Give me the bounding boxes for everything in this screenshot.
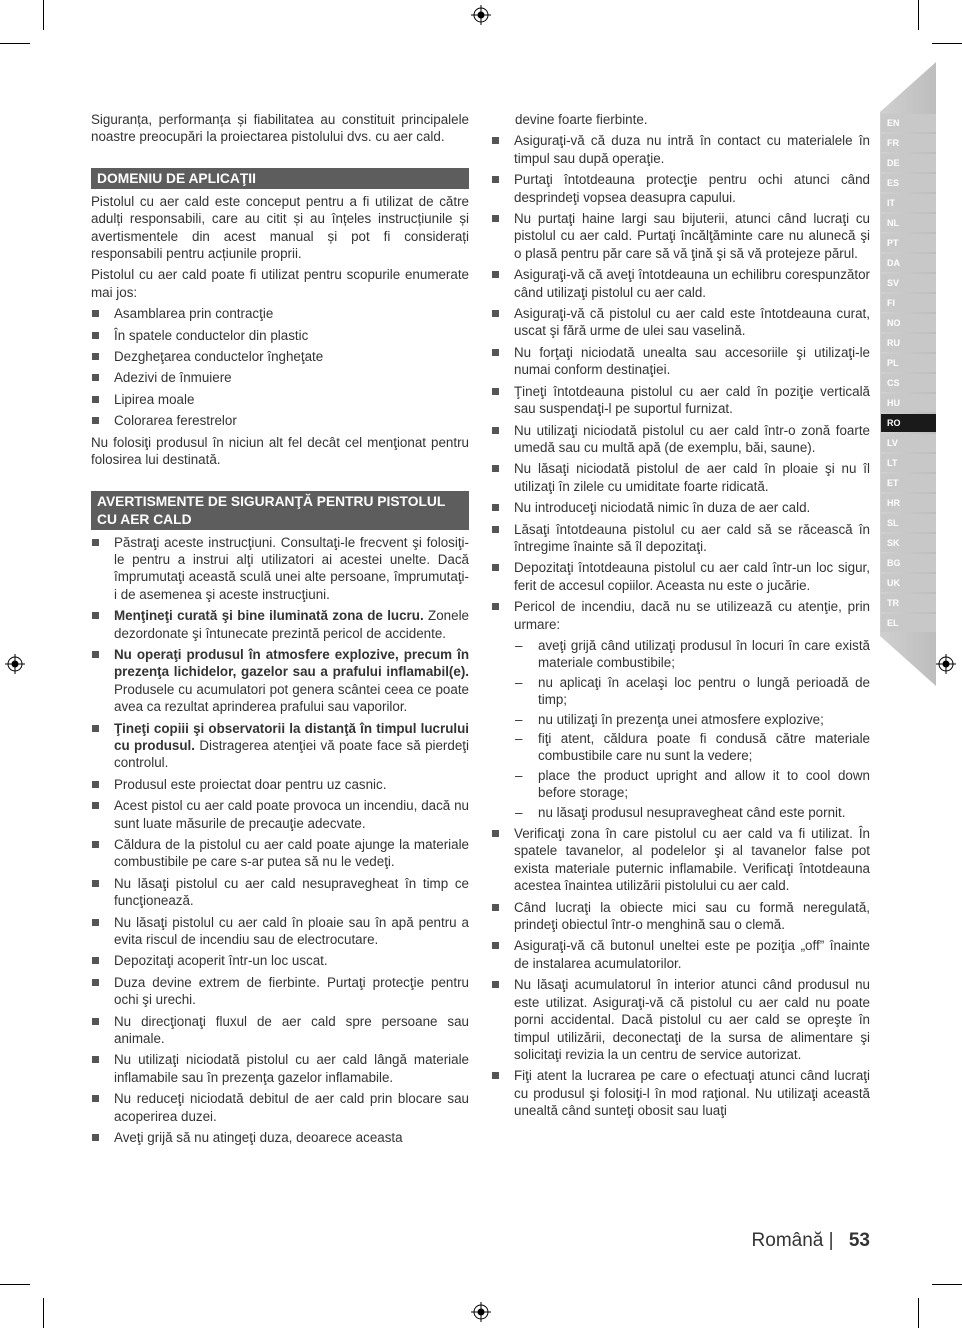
list-item	[91, 646, 469, 716]
list-item: Dezgheţarea conductelor îngheţate	[91, 348, 469, 365]
page-footer	[752, 1230, 870, 1252]
language-tab-sv[interactable]: SV	[881, 274, 936, 292]
item-text: Aveţi grijă să nu atingeţi duza, deoarece aceasta	[114, 1130, 403, 1146]
fire-sublist	[514, 637, 870, 821]
language-tab-hr[interactable]: HR	[881, 494, 936, 512]
item-text: Duza devine extrem de fierbinte. Purtaţi protecţie pentru ochi şi urechi.	[114, 974, 469, 1008]
crop-mark	[918, 0, 919, 30]
sub-list-item: – nu lăsaţi produsul nesupravegheat când este pornit.	[514, 804, 870, 821]
crop-mark	[918, 1298, 919, 1328]
language-tab-no[interactable]: NO	[881, 314, 936, 332]
language-tab-lt[interactable]: LT	[881, 454, 936, 472]
list-item: Când lucraţi la obiecte mici sau cu formă neregulată, prindeţi obiectul într-o menghină sau o clemă.	[491, 899, 870, 934]
language-tab-pl[interactable]: PL	[881, 354, 936, 372]
left-column	[91, 111, 469, 1151]
list-item	[91, 797, 469, 832]
language-tab-en[interactable]: EN	[881, 114, 936, 132]
sub-list-item: – nu aplicaţi în acelaşi loc pentru o lungă perioadă de timp;	[514, 674, 870, 709]
language-tab-it[interactable]: IT	[881, 194, 936, 212]
list-item: Nu lăsaţi niciodată pistolul de aer cald în ploaie şi nu îl utilizaţi în zilele cu umiditate foarte ridicată.	[491, 460, 870, 495]
sub-list-item: – nu utilizaţi în prezenţa unei atmosfere explozive;	[514, 711, 870, 728]
language-tab-es[interactable]: ES	[881, 174, 936, 192]
language-tab-fi[interactable]: FI	[881, 294, 936, 312]
list-item: Purtaţi întotdeauna protecţie pentru ochi atunci când desprindeţi vopsea deasupra capului.	[491, 171, 870, 206]
registration-mark-icon	[471, 1302, 491, 1322]
uses-list	[91, 305, 469, 429]
paragraph: Pistolul cu aer cald poate fi utilizat pentru scopurile enumerate mai jos:	[91, 267, 469, 300]
list-item: Lăsaţi întotdeauna pistolul cu aer cald să se răcească în întregime înainte să îl depozitaţi.	[491, 521, 870, 556]
language-tab-ru[interactable]: RU	[881, 334, 936, 352]
intro-text: Siguranța, performanța și fiabilitatea au constituit principalele noastre preocupări la proiectarea pistolului dvs. cu aer cald.	[91, 112, 469, 145]
item-text: Depozitaţi acoperit într-un loc uscat.	[114, 953, 328, 969]
registration-mark-icon	[5, 654, 25, 674]
item-text: Pericol de incendiu, dacă nu se utilizează cu atenţie, prin urmare:	[514, 599, 870, 632]
list-item	[91, 836, 469, 871]
paragraph: Nu folosiţi produsul în niciun alt fel decât cel menţionat pentru folosirea lui destinată.	[91, 434, 469, 468]
item-text: Acest pistol cu aer cald poate provoca un incendiu, dacă nu sunt luate măsurile de precauţie adecvate.	[114, 798, 469, 831]
list-item	[91, 1051, 469, 1086]
language-tab-lv[interactable]: LV	[881, 434, 936, 452]
list-item: Fiţi atent la lucrarea pe care o efectuaţi atunci când lucraţi cu produsul şi folosiţi-l în mod raţional. Nu utilizaţi această unealtă când sunteţi obosit sau luaţi	[491, 1067, 870, 1119]
item-text: Căldura de la pistolul cu aer cald poate ajunge la materiale combustibile pe care s-ar putea să nu le vedeţi.	[114, 837, 469, 870]
registration-mark-icon	[471, 5, 491, 25]
item-text: Distragerea atenţiei vă poate face să pierdeţi controlul.	[114, 737, 469, 771]
list-item	[91, 974, 469, 1009]
list-item	[91, 776, 469, 793]
language-tab-tr[interactable]: TR	[881, 594, 936, 612]
language-tab-bg[interactable]: BG	[881, 554, 936, 572]
list-item: Asiguraţi-vă că aveţi întotdeauna un echilibru corespunzător când utilizaţi pistolul cu aer cald.	[491, 266, 870, 301]
list-item: Ţineţi întotdeauna pistolul cu aer cald în poziţie verticală sau suspendaţi-l pe suportul furnizat.	[491, 383, 870, 418]
list-item: Nu forţaţi niciodată unealta sau accesoriile şi utilizaţi-le numai conform destinaţiei.	[491, 344, 870, 379]
item-text: Păstraţi aceste instrucţiuni. Consultaţi-le frecvent şi folosiţi-le pentru a instrui alţi utilizatori ai acestei unelte. Dacă împrumutaţi această sculă unei alte persoane, împrumutaţi-i de asemenea şi aceste instrucţiuni.	[114, 534, 469, 602]
sub-list-item: – aveţi grijă când utilizaţi produsul în locuri în care există materiale combustibile;	[514, 637, 870, 672]
language-tab-et[interactable]: ET	[881, 474, 936, 492]
list-item: Nu introduceţi niciodată nimic în duza de aer cald.	[491, 499, 870, 516]
list-item	[91, 875, 469, 910]
registration-mark-icon	[936, 654, 956, 674]
list-item: Lipirea moale	[91, 391, 469, 408]
item-text: Produsele cu acumulatori pot genera scântei ceea ce poate avea ca rezultat aprinderea prafului sau vaporilor.	[114, 681, 469, 715]
language-tab-sl[interactable]: SL	[881, 514, 936, 532]
warnings-list-left	[91, 534, 469, 1147]
list-item	[91, 1090, 469, 1125]
section-header-applications: DOMENIU DE APLICAŢII	[91, 168, 469, 189]
list-item: Nu lăsaţi acumulatorul în interior atunci când produsul nu este utilizat. Asiguraţi-vă că pistolul cu aer cald nu poate porni accidental. Dacă pistolul cu aer cald se opreşte în timpul utilizării, deconectaţi de la sursa de alimentare şi solicitaţi revizia la un centru de service autorizat.	[491, 976, 870, 1063]
list-item: Verificaţi zona în care pistolul cu aer cald va fi utilizat. În spatele tavanelor, al podelelor şi al tavanelor false pot exista materiale puternic inflamabile. Verificaţi întotdeauna acestea înaintea utilizării pistolului cu aer cald.	[491, 825, 870, 895]
list-item: Colorarea ferestrelor	[91, 412, 469, 429]
item-text: Nu direcţionaţi fluxul de aer cald spre persoane sau animale.	[114, 1013, 469, 1047]
list-item: În spatele conductelor din plastic	[91, 327, 469, 344]
language-tab-da[interactable]: DA	[881, 254, 936, 272]
language-tab-cs[interactable]: CS	[881, 374, 936, 392]
item-text: Nu utilizaţi niciodată pistolul cu aer cald lângă materiale inflamabile sau în prezenţa gazelor inflamabile.	[114, 1052, 469, 1085]
paragraph: Pistolul cu aer cald este conceput pentru a fi utilizat de către adulți responsabili, care au citit și au înțeles instrucțiunile și avertismentele din acest manual și pot fi considerați responsabili pentru acțiunile proprii.	[91, 193, 469, 262]
page-number: 53	[848, 1230, 870, 1251]
crop-mark	[43, 1298, 44, 1328]
list-item: Nu utilizaţi niciodată pistolul cu aer cald într-o zonă foarte umedă sau cu multă apă (de exemplu, băi, saune).	[491, 422, 870, 457]
language-tab-fr[interactable]: FR	[881, 134, 936, 152]
list-item: Adezivi de înmuiere	[91, 369, 469, 386]
item-bold: Nu operaţi produsul în atmosfere explozive, precum în prezenţa lichidelor, gazelor sau a prafului inflamabil(e).	[114, 646, 469, 680]
list-item: Asamblarea prin contracţie	[91, 305, 469, 322]
crop-mark	[932, 43, 962, 44]
list-item	[91, 914, 469, 949]
footer-separator: |	[828, 1230, 834, 1251]
crop-mark	[932, 1284, 962, 1285]
continuation-text: devine foarte fierbinte.	[515, 112, 648, 127]
list-item: Asiguraţi-vă că duza nu intră în contact cu materialele în timpul sau după operaţie.	[491, 132, 870, 167]
item-bold: Menţineţi curată şi bine iluminată zona de lucru.	[114, 608, 424, 624]
list-item: Depozitaţi întotdeauna pistolul cu aer cald într-un loc sigur, ferit de accesul copiilor. Aceasta nu este o jucărie.	[491, 559, 870, 594]
item-text: Produsul este proiectat doar pentru uz casnic.	[114, 776, 387, 792]
list-item	[491, 598, 870, 821]
list-item: Asiguraţi-vă că butonul uneltei este pe poziţia „off” înainte de instalarea acumulatorilor.	[491, 937, 870, 972]
crop-mark	[43, 0, 44, 30]
list-item	[91, 534, 469, 604]
list-item: Asiguraţi-vă că pistolul cu aer cald este întotdeauna curat, uscat şi fără urme de ulei sau vaselină.	[491, 305, 870, 340]
item-text: Nu reduceţi niciodată debitul de aer cald prin blocare sau acoperirea duzei.	[114, 1091, 469, 1124]
language-tab-el[interactable]: EL	[881, 614, 936, 632]
crop-mark	[0, 43, 30, 44]
language-tab-ro[interactable]: RO	[881, 414, 936, 432]
language-tab-pt[interactable]: PT	[881, 234, 936, 252]
item-bold: Ţineţi copiii şi observatorii la distanţă în timpul lucrului cu produsul.	[114, 720, 469, 753]
sub-list-item: – place the product upright and allow it to cool down before storage;	[514, 767, 870, 802]
list-item	[91, 952, 469, 969]
footer-language: Română	[751, 1230, 824, 1251]
list-item: Nu purtaţi haine largi sau bijuterii, atunci când lucraţi cu pistolul cu aer cald. Purtaţi încălţăminte care nu alunecă şi o plasă pentru păr care să vă ţină şi să vă protejeze părul.	[491, 210, 870, 262]
item-text: Zonele dezordonate şi întunecate prezintă pericol de accidente.	[114, 608, 469, 641]
crop-mark	[0, 1284, 30, 1285]
list-item	[91, 1013, 469, 1048]
item-text: Nu lăsaţi pistolul cu aer cald în ploaie sau în apă pentru a evita riscul de incendiu sau de electrocutare.	[114, 914, 469, 948]
language-tab-hu[interactable]: HU	[881, 394, 936, 412]
language-tab-uk[interactable]: UK	[881, 574, 936, 592]
list-item	[91, 1129, 469, 1146]
language-tab-de[interactable]: DE	[881, 154, 936, 172]
item-text: Nu lăsaţi pistolul cu aer cald nesupravegheat în timp ce funcţionează.	[114, 875, 469, 909]
section-header-safety-warnings: AVERTISMENTE DE SIGURANŢĂ PENTRU PISTOLUL CU AER CALD	[91, 491, 469, 530]
right-column	[491, 111, 870, 1124]
list-item	[91, 720, 469, 772]
language-tab-nl[interactable]: NL	[881, 214, 936, 232]
warnings-list-right	[491, 132, 870, 1119]
list-item	[91, 607, 469, 642]
language-tab-sk[interactable]: SK	[881, 534, 936, 552]
sub-list-item: – fiţi atent, căldura poate fi condusă către materiale combustibile care nu sunt la vedere;	[514, 730, 870, 765]
